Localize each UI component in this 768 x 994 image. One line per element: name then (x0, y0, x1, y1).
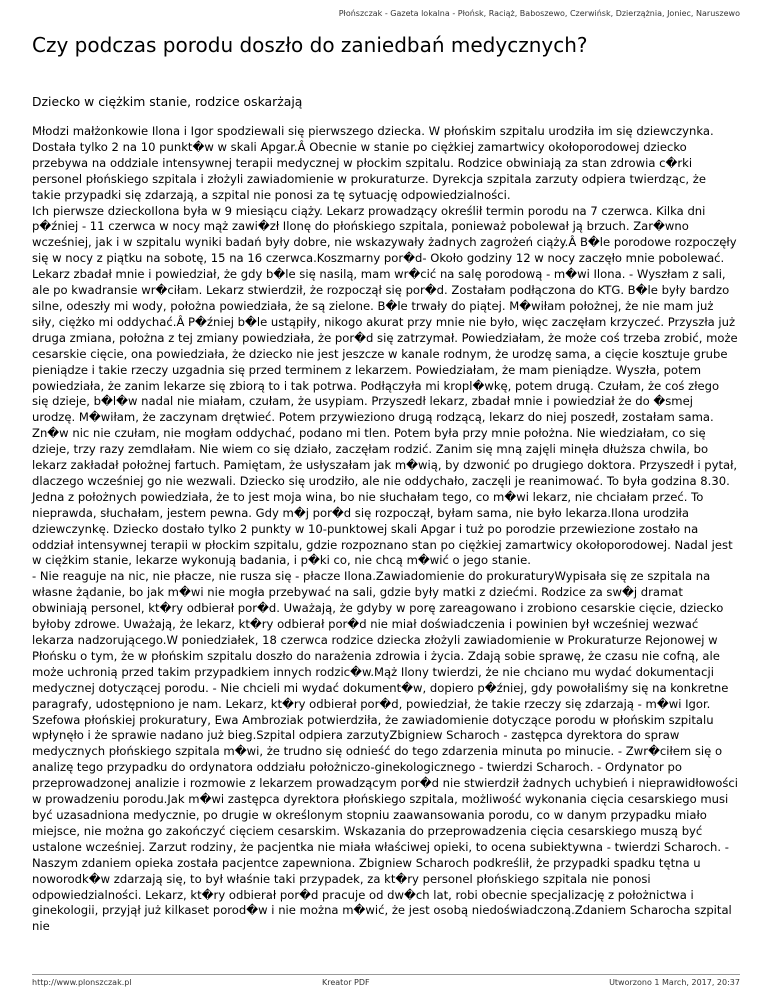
article-subtitle: Dziecko w ciężkim stanie, rodzice oskarżają (32, 94, 303, 109)
document-page (32, 0, 740, 994)
article-body (32, 124, 738, 935)
footer-creator: Kreator PDF (322, 978, 370, 987)
article-title: Czy podczas porodu doszło do zaniedbań medycznych? (32, 33, 588, 57)
article-paragraph-3: - Nie reaguje na nic, nie płacze, nie rusza się - płacze Ilona.Zawiadomienie do prokuraturyWypisała się ze szpitala na własne żądanie, bo jak m�wi nie mogła przebywać na sali, gdzie były matki z dziećmi. Rodzice za sw�j dramat obwiniają personel, kt�ry odbierał por�d. Uważają, że gdyby w porę zareagowano i zrobiono cesarskie cięcie, dziecko byłoby zdrowe. Uważają, że lekarz, kt�ry odbierał por�d nie miał doświadczenia i powinien był wcześniej wezwać lekarza nadzorującego.W poniedziałek, 18 czerwca rodzice dziecka złożyli zawiadomienie w Prokuraturze Rejonowej w Płońsku o tym, że w płońskim szpitalu doszło do narażenia zdrowia i życia. Zdają sobie sprawę, że czasu nie cofną, ale może uchronią przed takim przypadkiem innych rodzic�w.Mąż Ilony twierdzi, że nie chciano mu wydać dokumentacji medycznej dotyczącej porodu. - Nie chcieli mi wydać dokument�w, dopiero p�źniej, gdy powołaliśmy się na konkretne paragrafy, udostępniono je nam. Lekarz, kt�ry odbierał por�d, powiedział, że takie rzeczy się zdarzają - m�wi Igor. Szefowa płońskiej prokuratury, Ewa Ambroziak potwierdziła, że zawiadomienie dotyczące porodu w płońskim szpitalu wpłynęło i że sprawie nadano już bieg.Szpital odpiera zarzutyZbigniew Scharoch - zastępca dyrektora do spraw medycznych płońskiego szpitala m�wi, że trudno się odnieść do tego zdarzenia minuta po minucie. - Zwr�ciłem się o analizę tego przypadku do ordynatora oddziału położniczo-ginekologicznego - twierdzi Scharoch. - Ordynator po przeprowadzonej analizie i rozmowie z lekarzem prowadzącym por�d nie stwierdził żadnych uchybień i nieprawidłowości w prowadzeniu porodu.Jak m�wi zastępca dyrektora płońskiego szpitala, możliwość wykonania cięcia cesarskiego musi być uzasadniona medycznie, po drugie w określonym stopniu zaawansowania porodu, co w danym przypadku miało miejsce, nie można go zakończyć cięciem cesarskim. Wskazania do przeprowadzenia cięcia cesarskiego muszą być ustalone wcześniej. Zarzut rodziny, że pacjentka nie miała właściwej opieki, to ocena subiektywna - twierdzi Scharoch. - Naszym zdaniem opieka została pacjentce zapewniona. Zbigniew Scharoch podkreślił, że przypadki spadku tętna u noworodk�w zdarzają się, to był właśnie taki przypadek, za kt�ry personel płońskiego szpitala nie ponosi odpowiedzialności. Lekarz, kt�ry odbierał por�d pracuje od dw�ch lat, robi obecnie specjalizację z położnictwa i ginekologii, przyjął już kilkaset porod�w i nie można m�wić, że jest osobą niedoświadczoną.Zdaniem Scharocha szpital nie (32, 569, 738, 934)
article-paragraph-2: Ich pierwsze dzieckoIlona była w 9 miesiącu ciąży. Lekarz prowadzący określił termin porodu na 7 czerwca. Kilka dni p�źniej - 11 czerwca w nocy mąż zawi�zł Ilonę do płońskiego szpitala, ponieważ pobolewał ją brzuch. Zar�wno wcześniej, jak i w szpitalu wyniki badań były dobre, nie wskazywały żadnych zagrożeń ciąży.Â B�le porodowe rozpoczęły się w nocy z piątku na sobotę, 15 na 16 czerwca.Koszmarny por�d- Około godziny 12 w nocy zaczęło mnie pobolewać. Lekarz zbadał mnie i powiedział, że gdy b�le się nasilą, mam wr�cić na salę porodową - m�wi Ilona. - Wyszłam z sali, ale po kwadransie wr�ciłam. Lekarz stwierdził, że rozpoczął się por�d. Zostałam podłączona do KTG. B�le były bardzo silne, odeszły mi wody, położna powiedziała, że są zielone. B�le trwały do piątej. M�wiłam położnej, że nie mam już siły, ciężko mi oddychać.Â P�źniej b�le ustąpiły, nikogo akurat przy mnie nie było, więc zaczęłam krzyczeć. Przyszła już druga zmiana, położna z tej zmiany powiedziała, że por�d się zatrzymał. Powiedziałam, że może coś trzeba zrobić, może cesarskie cięcie, ona powiedziała, że dziecko nie jest jeszcze w kanale rodnym, że urodzę sama, a cięcie kosztuje grube pieniądze i takie rzeczy uzgadnia się przed terminem z lekarzem. Powiedziałam, że mam pieniądze. Wyszła, potem powiedziała, że zanim lekarze się zbiorą to i tak potrwa. Podłączyła mi kropl�wkę, potem drugą. Czułam, że coś złego się dzieje, b�l�w nadal nie miałam, czułam, że usypiam. Przyszedł lekarz, zbadał mnie i powiedział że do �smej urodzę. M�wiłam, że zaczynam drętwieć. Potem przywieziono drugą rodzącą, lekarz do niej poszedł, zostałam sama. Zn�w nic nie czułam, nie mogłam oddychać, podano mi tlen. Potem była przy mnie położna. Nie wiedziałam, co się dzieje, trzy razy zemdlałam. Nie wiem co się działo, zaczęłam rodzić. Zanim się mną zajęli minęła dłuższa chwila, bo lekarz zakładał położnej fartuch. Pamiętam, że usłyszałam jak m�wią, by dzwonić po drugiego doktora. Przyszedł i pytał, dlaczego wcześniej go nie wezwali. Dziecko się urodziło, ale nie oddychało, zaczęli je reanimować. To była godzina 8.30. Jedna z położnych powiedziała, że to jest moja wina, bo nie słuchałam tego, co m�wi lekarz, nie chciałam przeć. To nieprawda, słuchałam, jestem pewna. Gdy m�j por�d się rozpoczął, byłam sama, nie było lekarza.Ilona urodziła dziewczynkę. Dziecko dostało tylko 2 punkty w 10-punktowej skali Apgar i tuż po porodzie przewiezione zostało na oddział intensywnej terapii w płockim szpitalu, gdzie rozpoznano stan po ciężkiej zamartwicy okołoporodowej. Nadal jest w ciężkim stanie, lekarze wykonują badania, i p�ki co, nie chcą m�wić o jego stanie. (32, 203, 738, 568)
footer-created-date: Utworzono 1 March, 2017, 20:37 (609, 978, 740, 987)
page-footer (32, 974, 740, 989)
running-header: Płońszczak - Gazeta lokalna - Płońsk, Raciąż, Baboszewo, Czerwińsk, Dzierzążnia, Joniec, Naruszewo (338, 9, 740, 18)
footer-url-link[interactable]: http://www.plonszczak.pl (32, 978, 132, 987)
article-paragraph-1: Młodzi małżonkowie Ilona i Igor spodziewali się pierwszego dziecka. W płońskim szpitalu urodziła im się dziewczynka. Dostała tylko 2 na 10 punkt�w w skali Apgar.Â Obecnie w stanie po ciężkiej zamartwicy okołoporodowej dziecko przebywa na oddziale intensywnej terapii medycznej w płockim szpitalu. Rodzice obwiniają za stan zdrowia c�rki personel płońskiego szpitala i złożyli zawiadomienie w prokuraturze. Dyrekcja szpitala zarzuty odpiera twierdząc, że takie przypadki się zdarzają, a szpital nie ponosi za tę sytuację odpowiedzialności. (32, 124, 714, 202)
